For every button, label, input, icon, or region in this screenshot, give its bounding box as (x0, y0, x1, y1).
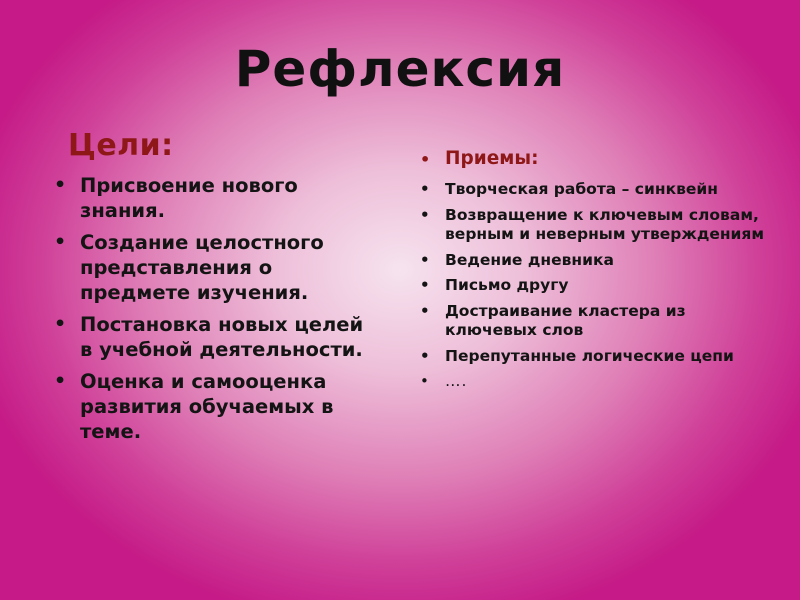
list-item (416, 372, 776, 392)
list-item (50, 312, 380, 362)
goal-text: Постановка новых целей в учебной деятельности. (80, 313, 364, 361)
technique-text: Достраивание кластера из ключевых слов (445, 301, 686, 339)
list-item (50, 369, 380, 444)
technique-text: Перепутанные логические цепи (445, 346, 734, 365)
list-item (416, 206, 776, 245)
technique-text: Ведение дневника (445, 250, 614, 269)
bullet-icon: • (54, 231, 67, 253)
goals-list (50, 173, 380, 444)
technique-text: Возвращение к ключевым словам, верным и неверным утверждениям (445, 205, 765, 243)
list-item (416, 180, 776, 200)
bullet-icon: • (54, 370, 67, 392)
list-item (416, 347, 776, 367)
bullet-icon: • (420, 301, 430, 320)
bullet-icon: • (420, 150, 431, 169)
technique-text: Письмо другу (445, 276, 569, 294)
techniques-column (416, 146, 776, 398)
goals-heading: Цели: (68, 128, 174, 163)
techniques-list (416, 146, 776, 392)
goals-column (50, 128, 380, 451)
bullet-icon: • (420, 372, 430, 390)
bullet-icon: • (54, 313, 67, 335)
list-item (416, 276, 776, 296)
list-item (50, 173, 380, 223)
goal-text: Создание целостного представления о предмете изучения. (80, 231, 324, 304)
list-item (50, 230, 380, 305)
bullet-icon: • (420, 205, 430, 224)
list-item (416, 251, 776, 271)
bullet-icon: • (420, 180, 430, 198)
technique-text: Творческая работа – синквейн (445, 180, 718, 198)
techniques-heading (416, 146, 776, 172)
list-item (416, 302, 776, 341)
techniques-heading-text: Приемы: (445, 148, 539, 169)
bullet-icon: • (420, 346, 430, 365)
bullet-icon: • (54, 174, 67, 196)
technique-text: …. (445, 372, 468, 390)
slide-title: Рефлексия (234, 40, 566, 98)
bullet-icon: • (420, 276, 430, 294)
bullet-icon: • (420, 250, 430, 269)
goal-text: Присвоение нового знания. (80, 174, 298, 222)
goal-text: Оценка и самооценка развития обучаемых в теме. (80, 370, 334, 443)
